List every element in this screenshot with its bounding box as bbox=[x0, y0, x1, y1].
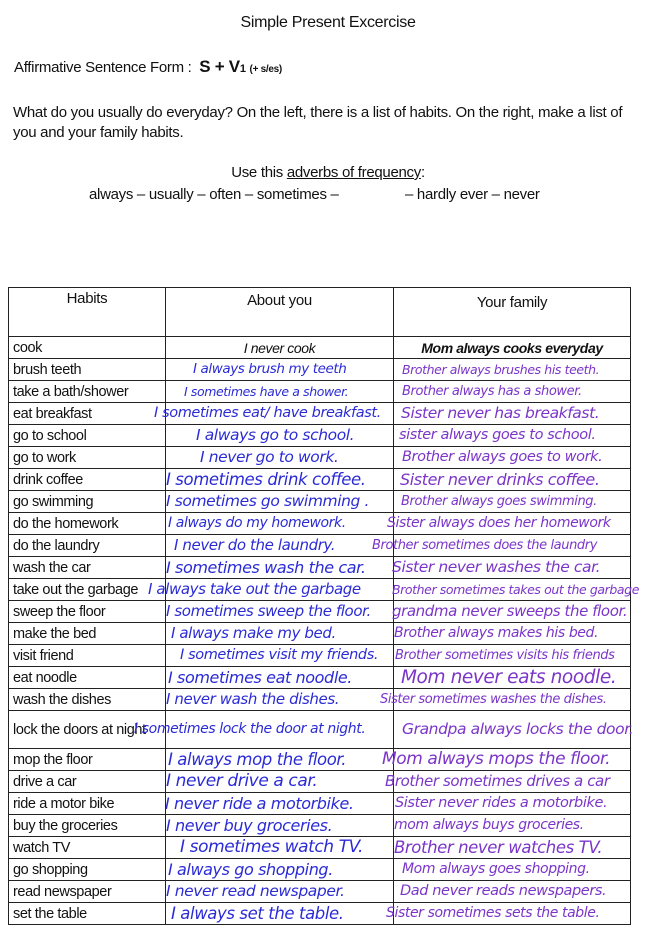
your-family-handwriting: Brother sometimes takes out the garbage bbox=[392, 582, 640, 597]
table-row bbox=[9, 403, 631, 425]
about-you-handwriting: I always go to school. bbox=[196, 426, 355, 444]
table-row bbox=[9, 337, 631, 359]
habit-cell: eat breakfast bbox=[9, 403, 166, 425]
your-family-cell bbox=[386, 903, 631, 925]
about-you-handwriting: I never go to work. bbox=[200, 448, 339, 466]
your-family-handwriting: Brother always makes his bed. bbox=[394, 625, 599, 641]
form-suffix: (+ s/es) bbox=[249, 64, 282, 75]
table-row bbox=[9, 667, 631, 689]
about-you-handwriting: I sometimes have a shower. bbox=[184, 384, 349, 399]
your-family-handwriting: Brother sometimes does the laundry bbox=[372, 538, 598, 553]
about-you-handwriting: I always set the table. bbox=[171, 904, 344, 923]
about-you-cell bbox=[166, 859, 394, 881]
about-you-cell bbox=[148, 579, 394, 601]
your-family-cell bbox=[394, 623, 631, 645]
table-row bbox=[9, 711, 631, 749]
your-family-cell bbox=[394, 881, 631, 903]
your-family-handwriting: Brother always goes swimming. bbox=[401, 494, 597, 509]
table-row bbox=[9, 837, 631, 859]
your-family-handwriting: Mom always mops the floor. bbox=[382, 749, 611, 769]
your-family-cell bbox=[394, 403, 631, 425]
your-family-handwriting: Grandpa always locks the door. bbox=[402, 720, 634, 738]
about-you-cell bbox=[166, 645, 394, 667]
about-you-cell bbox=[166, 771, 394, 793]
about-you-cell bbox=[166, 881, 394, 903]
about-you-cell bbox=[166, 425, 394, 447]
about-you-cell bbox=[166, 667, 394, 689]
about-you-handwriting: I sometimes go swimming . bbox=[166, 492, 370, 510]
about-you-handwriting: I never drive a car. bbox=[166, 771, 318, 791]
your-family-handwriting: Brother always brushes his teeth. bbox=[402, 362, 600, 377]
table-row bbox=[9, 645, 631, 667]
habit-cell: do the laundry bbox=[9, 535, 166, 557]
table-row bbox=[9, 557, 631, 579]
table-row bbox=[9, 469, 631, 491]
about-you-cell bbox=[166, 793, 394, 815]
about-you-handwriting: I sometimes sweep the floor. bbox=[166, 602, 371, 620]
your-family-cell bbox=[394, 667, 631, 689]
your-family-cell bbox=[394, 601, 631, 623]
your-family-cell bbox=[394, 469, 631, 491]
table-row bbox=[9, 491, 631, 513]
about-you-cell bbox=[166, 601, 394, 623]
about-you-handwriting: I always brush my teeth bbox=[193, 361, 347, 377]
table-row bbox=[9, 623, 631, 645]
habit-cell: do the homework bbox=[9, 513, 166, 535]
your-family-cell bbox=[394, 425, 631, 447]
your-family-handwriting: Sister always does her homework bbox=[387, 515, 611, 531]
your-family-cell bbox=[394, 359, 631, 381]
form-subscript: 1 bbox=[239, 63, 246, 75]
habit-cell: read newspaper bbox=[9, 881, 166, 903]
about-you-handwriting: I always mop the floor. bbox=[168, 750, 347, 769]
table-row bbox=[9, 881, 631, 903]
adverbs-link: adverbs of frequency bbox=[286, 164, 421, 181]
your-family-handwriting: Sister never washes the car. bbox=[392, 558, 601, 576]
about-you-cell bbox=[166, 689, 394, 711]
about-you-handwriting: I always go shopping. bbox=[168, 860, 333, 879]
table-row bbox=[9, 903, 631, 925]
instructions: What do you usually do everyday? On the left, there is a list of habits. On the right, make a list of you and your family habits. bbox=[13, 104, 623, 141]
about-you-handwriting: I always do my homework. bbox=[168, 515, 346, 531]
your-family-cell bbox=[394, 815, 631, 837]
table-row bbox=[9, 447, 631, 469]
your-family-cell bbox=[394, 491, 631, 513]
about-you-cell bbox=[134, 711, 394, 749]
about-you-handwriting: I sometimes watch TV. bbox=[180, 837, 363, 857]
your-family-handwriting: Sister never has breakfast. bbox=[401, 404, 600, 422]
your-family-cell bbox=[394, 837, 631, 859]
about-you-cell bbox=[166, 491, 394, 513]
your-family-cell bbox=[380, 689, 631, 711]
page-title: Simple Present Excercise bbox=[240, 14, 416, 31]
habit-cell: visit friend bbox=[9, 645, 166, 667]
your-family-cell bbox=[394, 793, 631, 815]
header-habits: Habits bbox=[9, 288, 166, 337]
habit-cell: make the bed bbox=[9, 623, 166, 645]
habit-cell: eat noodle bbox=[9, 667, 166, 689]
habit-cell: lock the doors at night bbox=[9, 711, 166, 749]
table-row bbox=[9, 815, 631, 837]
your-family-handwriting: grandma never sweeps the floor. bbox=[392, 602, 628, 620]
about-you-cell bbox=[166, 903, 394, 925]
your-family-handwriting: Brother sometimes drives a car bbox=[385, 772, 610, 790]
header-your-family: Your family bbox=[394, 288, 631, 337]
habit-cell: brush teeth bbox=[9, 359, 166, 381]
about-you-handwriting: I never do the laundry. bbox=[174, 536, 336, 554]
table-row bbox=[9, 689, 631, 711]
example-family-cell: Mom always cooks everyday bbox=[394, 337, 631, 359]
your-family-handwriting: Dad never reads newspapers. bbox=[400, 883, 607, 899]
your-family-cell bbox=[385, 771, 631, 793]
your-family-cell bbox=[394, 645, 631, 667]
about-you-handwriting: I never ride a motorbike. bbox=[165, 794, 354, 813]
your-family-handwriting: Sister never drinks coffee. bbox=[400, 470, 600, 489]
habit-cell: go to school bbox=[9, 425, 166, 447]
your-family-cell bbox=[387, 513, 631, 535]
about-you-cell bbox=[166, 513, 394, 535]
habit-cell: go swimming bbox=[9, 491, 166, 513]
habit-cell: cook bbox=[9, 337, 166, 359]
habit-cell: drive a car bbox=[9, 771, 166, 793]
your-family-cell bbox=[394, 447, 631, 469]
about-you-handwriting: I sometimes visit my friends. bbox=[180, 647, 379, 663]
your-family-cell bbox=[394, 557, 631, 579]
about-you-cell bbox=[166, 359, 394, 381]
habit-cell: watch TV bbox=[9, 837, 166, 859]
table-row bbox=[9, 513, 631, 535]
your-family-cell bbox=[394, 859, 631, 881]
about-you-handwriting: I always take out the garbage bbox=[148, 580, 361, 598]
about-you-handwriting: I never buy groceries. bbox=[166, 816, 333, 835]
habit-cell: wash the dishes bbox=[9, 689, 166, 711]
table-row bbox=[9, 859, 631, 881]
habit-cell: set the table bbox=[9, 903, 166, 925]
your-family-cell bbox=[392, 579, 640, 601]
habit-cell: sweep the floor bbox=[9, 601, 166, 623]
table-row bbox=[9, 601, 631, 623]
about-you-handwriting: I never wash the dishes. bbox=[166, 690, 340, 708]
habit-cell: take out the garbage bbox=[9, 579, 166, 601]
form-formula: S + V bbox=[199, 57, 240, 76]
table-row bbox=[9, 425, 631, 447]
about-you-handwriting: I never read newspaper. bbox=[166, 882, 345, 900]
about-you-handwriting: I sometimes lock the door at night. bbox=[134, 721, 366, 737]
about-you-handwriting: I sometimes eat noodle. bbox=[168, 668, 352, 687]
your-family-handwriting: Sister never rides a motorbike. bbox=[395, 795, 608, 811]
table-row bbox=[9, 579, 631, 601]
your-family-handwriting: mom always buys groceries. bbox=[394, 817, 584, 833]
about-you-cell bbox=[166, 381, 394, 403]
about-you-handwriting: I sometimes drink coffee. bbox=[166, 470, 366, 489]
your-family-cell bbox=[382, 749, 631, 771]
example-you-cell: I never cook bbox=[166, 337, 394, 359]
your-family-handwriting: Brother never watches TV. bbox=[394, 838, 603, 857]
habit-cell: mop the floor bbox=[9, 749, 166, 771]
about-you-cell bbox=[166, 815, 394, 837]
about-you-handwriting: I always make my bed. bbox=[171, 624, 336, 642]
about-you-handwriting: I sometimes eat/ have breakfast. bbox=[154, 405, 381, 421]
table-row bbox=[9, 535, 631, 557]
habit-cell: ride a motor bike bbox=[9, 793, 166, 815]
habit-cell: buy the groceries bbox=[9, 815, 166, 837]
table-row bbox=[9, 749, 631, 771]
about-you-cell bbox=[166, 447, 394, 469]
table-row bbox=[9, 359, 631, 381]
your-family-handwriting: Mom never eats noodle. bbox=[401, 667, 617, 688]
adverbs-list-left: always – usually – often – sometimes – bbox=[89, 186, 339, 203]
form-label: Affirmative Sentence Form : bbox=[14, 59, 192, 76]
your-family-handwriting: Sister sometimes washes the dishes. bbox=[380, 692, 607, 707]
habit-cell: take a bath/shower bbox=[9, 381, 166, 403]
about-you-cell bbox=[166, 749, 394, 771]
your-family-handwriting: Brother always goes to work. bbox=[402, 449, 603, 465]
adverbs-heading: Use this adverbs of frequency: bbox=[231, 164, 425, 181]
habit-cell: drink coffee bbox=[9, 469, 166, 491]
your-family-cell bbox=[372, 535, 631, 557]
habit-cell: go to work bbox=[9, 447, 166, 469]
about-you-cell bbox=[154, 403, 394, 425]
table-row bbox=[9, 381, 631, 403]
header-about-you: About you bbox=[166, 288, 394, 337]
your-family-cell bbox=[394, 711, 634, 749]
habit-cell: go shopping bbox=[9, 859, 166, 881]
about-you-handwriting: I sometimes wash the car. bbox=[166, 558, 366, 577]
your-family-handwriting: Sister sometimes sets the table. bbox=[386, 905, 600, 921]
about-you-cell bbox=[166, 623, 394, 645]
your-family-handwriting: Brother sometimes visits his friends bbox=[395, 648, 615, 663]
about-you-cell bbox=[166, 837, 394, 859]
habits-table bbox=[8, 287, 640, 925]
your-family-handwriting: sister always goes to school. bbox=[399, 427, 596, 443]
your-family-handwriting: Mom always goes shopping. bbox=[402, 861, 590, 877]
your-family-cell bbox=[394, 381, 631, 403]
about-you-cell bbox=[166, 557, 394, 579]
sentence-form bbox=[14, 57, 282, 77]
habit-cell: wash the car bbox=[9, 557, 166, 579]
table-row bbox=[9, 793, 631, 815]
table-row bbox=[9, 771, 631, 793]
adverbs-list-right: – hardly ever – never bbox=[405, 186, 540, 203]
about-you-cell bbox=[166, 469, 394, 491]
about-you-cell bbox=[166, 535, 394, 557]
your-family-handwriting: Brother always has a shower. bbox=[402, 384, 582, 399]
